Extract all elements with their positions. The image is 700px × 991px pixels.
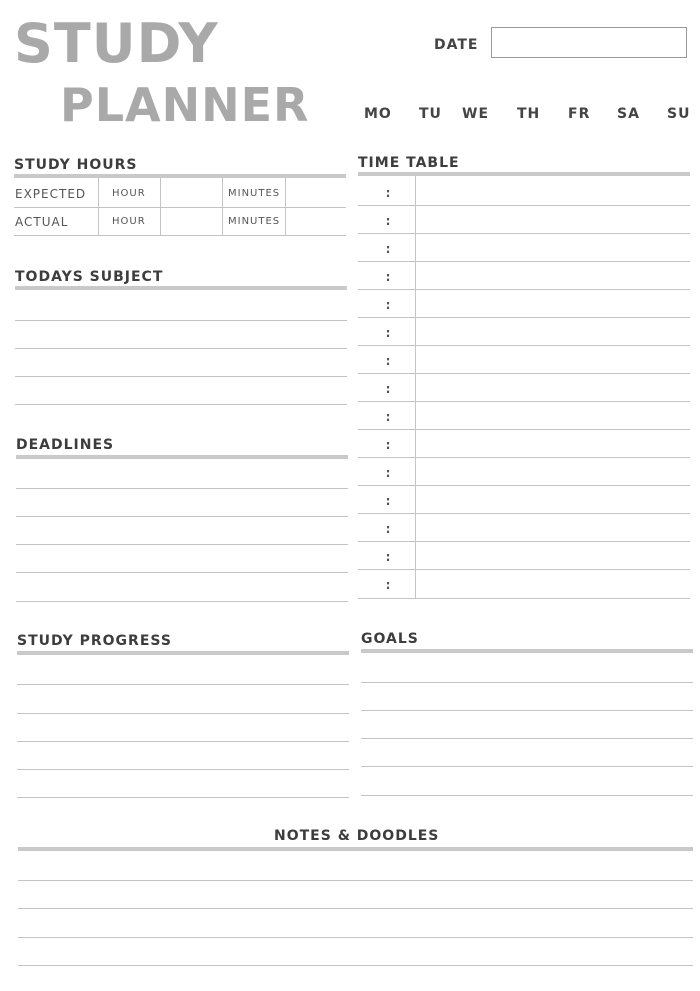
- deadline-line[interactable]: [16, 572, 348, 573]
- study-hours-rule: [14, 174, 346, 178]
- actual-hour-input[interactable]: [161, 208, 221, 234]
- time-slot-separator: :: [385, 214, 391, 228]
- expected-minutes-label: MINUTES: [228, 188, 281, 199]
- todays-subject-rule: [15, 286, 347, 290]
- actual-hour-label: HOUR: [112, 216, 146, 227]
- notes-line[interactable]: [18, 937, 693, 938]
- time-table-rule: [358, 172, 690, 176]
- notes-line[interactable]: [18, 908, 693, 909]
- notes-line[interactable]: [18, 880, 693, 881]
- todays-subject-line[interactable]: [15, 404, 347, 405]
- goals-rule: [361, 649, 693, 653]
- time-slot-separator: :: [385, 354, 391, 368]
- notes-rule: [18, 847, 693, 851]
- day-mo[interactable]: MO: [364, 106, 392, 122]
- goals-line[interactable]: [361, 766, 693, 767]
- time-slot-line[interactable]: [358, 317, 690, 318]
- time-slot-separator: :: [385, 550, 391, 564]
- deadlines-rule: [16, 455, 348, 459]
- time-slot-separator: :: [385, 522, 391, 536]
- hours-col-divider: [222, 178, 223, 235]
- study-progress-heading: STUDY PROGRESS: [17, 633, 172, 649]
- time-slot-line[interactable]: [358, 261, 690, 262]
- todays-subject-line[interactable]: [15, 348, 347, 349]
- goals-line[interactable]: [361, 738, 693, 739]
- todays-subject-line[interactable]: [15, 376, 347, 377]
- deadline-line[interactable]: [16, 601, 348, 602]
- time-slot-separator: :: [385, 242, 391, 256]
- study-progress-line[interactable]: [17, 741, 349, 742]
- time-slot-separator: :: [385, 326, 391, 340]
- time-slot-separator: :: [385, 382, 391, 396]
- study-hours-heading: STUDY HOURS: [14, 157, 138, 173]
- time-slot-separator: :: [385, 298, 391, 312]
- study-progress-line[interactable]: [17, 797, 349, 798]
- notes-line[interactable]: [18, 965, 693, 966]
- study-progress-line[interactable]: [17, 684, 349, 685]
- actual-minutes-input[interactable]: [286, 208, 346, 234]
- todays-subject-heading: TODAYS SUBJECT: [15, 269, 164, 285]
- time-slot-separator: :: [385, 466, 391, 480]
- time-slot-line[interactable]: [358, 289, 690, 290]
- todays-subject-line[interactable]: [15, 320, 347, 321]
- expected-label: EXPECTED: [15, 187, 87, 201]
- day-fr[interactable]: FR: [568, 106, 591, 122]
- time-slot-separator: :: [385, 270, 391, 284]
- time-slot-separator: :: [385, 186, 391, 200]
- day-th[interactable]: TH: [517, 106, 541, 122]
- time-slot-separator: :: [385, 438, 391, 452]
- deadlines-heading: DEADLINES: [16, 437, 115, 453]
- goals-line[interactable]: [361, 682, 693, 683]
- time-slot-line[interactable]: [358, 205, 690, 206]
- date-field[interactable]: [491, 27, 687, 58]
- time-slot-line[interactable]: [358, 598, 690, 599]
- time-slot-line[interactable]: [358, 513, 690, 514]
- time-slot-line[interactable]: [358, 401, 690, 402]
- day-sa[interactable]: SA: [617, 106, 640, 122]
- expected-minutes-input[interactable]: [286, 179, 346, 206]
- goals-line[interactable]: [361, 710, 693, 711]
- time-slot-line[interactable]: [358, 457, 690, 458]
- day-su[interactable]: SU: [667, 106, 691, 122]
- actual-minutes-label: MINUTES: [228, 216, 281, 227]
- time-slot-line[interactable]: [358, 541, 690, 542]
- title-planner: PLANNER: [60, 78, 310, 132]
- study-progress-rule: [17, 651, 349, 655]
- deadline-line[interactable]: [16, 544, 348, 545]
- goals-heading: GOALS: [361, 631, 419, 647]
- expected-hour-label: HOUR: [112, 188, 146, 199]
- study-progress-line[interactable]: [17, 769, 349, 770]
- deadline-line[interactable]: [16, 488, 348, 489]
- time-slot-line[interactable]: [358, 569, 690, 570]
- time-slot-line[interactable]: [358, 233, 690, 234]
- time-slot-separator: :: [385, 578, 391, 592]
- deadline-line[interactable]: [16, 516, 348, 517]
- notes-heading: NOTES & DOODLES: [274, 828, 440, 844]
- time-slot-separator: :: [385, 410, 391, 424]
- study-progress-line[interactable]: [17, 713, 349, 714]
- time-table-col-divider: [415, 176, 416, 598]
- time-slot-line[interactable]: [358, 485, 690, 486]
- day-we[interactable]: WE: [462, 106, 490, 122]
- weekday-row: [356, 106, 696, 126]
- goals-line[interactable]: [361, 795, 693, 796]
- day-tu[interactable]: TU: [419, 106, 442, 122]
- actual-label: ACTUAL: [15, 215, 69, 229]
- expected-hour-input[interactable]: [161, 179, 221, 206]
- title-study: STUDY: [14, 12, 219, 75]
- time-table-heading: TIME TABLE: [358, 155, 460, 171]
- date-label: DATE: [434, 37, 479, 53]
- hours-row-divider: [14, 235, 346, 236]
- time-slot-line[interactable]: [358, 373, 690, 374]
- hours-col-divider: [98, 178, 99, 235]
- time-slot-line[interactable]: [358, 429, 690, 430]
- time-slot-line[interactable]: [358, 345, 690, 346]
- time-slot-separator: :: [385, 494, 391, 508]
